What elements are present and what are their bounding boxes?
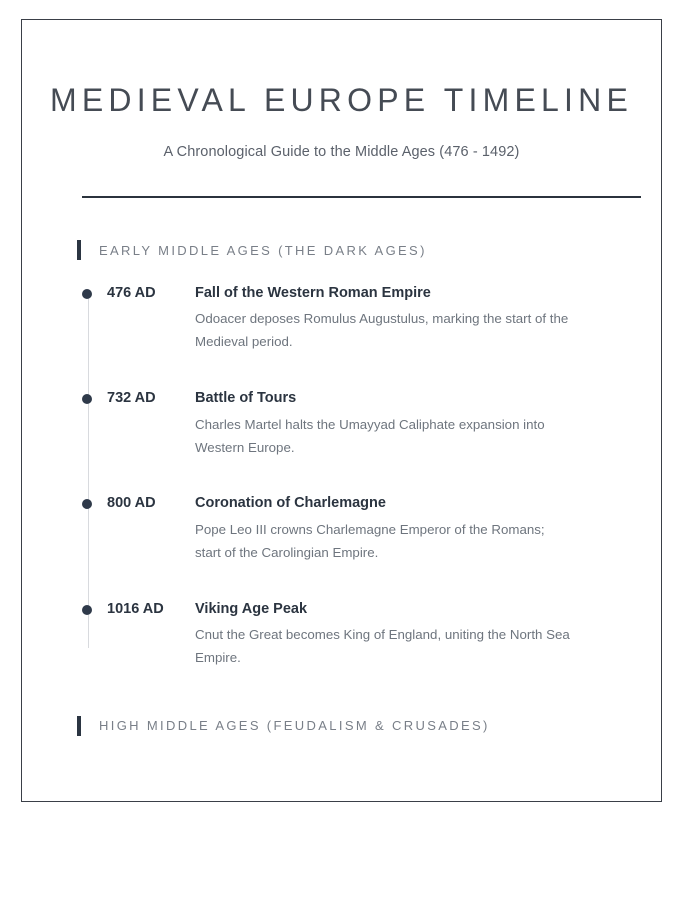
section-header (22, 716, 661, 736)
section-accent-bar (77, 716, 81, 736)
entry-description: Charles Martel halts the Umayyad Caliphate expansion into Western Europe. (195, 416, 545, 455)
section-label: EARLY MIDDLE AGES (THE DARK AGES) (99, 242, 427, 258)
document-content (22, 20, 661, 801)
entry-body (195, 387, 661, 459)
entry-body (195, 282, 661, 354)
entry-description: Cnut the Great becomes King of England, uniting the North Sea Empire. (195, 627, 570, 665)
document-page (21, 19, 662, 802)
section-high-middle-ages (22, 716, 661, 736)
entry-title: Viking Age Peak (195, 600, 308, 617)
timeline-list (22, 282, 661, 670)
entry-body (195, 598, 661, 670)
timeline-entry (77, 387, 661, 459)
timeline-dot-icon (82, 605, 92, 615)
section-early-middle-ages (22, 240, 661, 670)
entry-year: 476 AD (107, 285, 156, 301)
timeline-entry (77, 598, 661, 670)
entry-title: Battle of Tours (195, 390, 297, 407)
page-subtitle: A Chronological Guide to the Middle Ages (476 - 1492) (163, 144, 520, 160)
section-accent-bar (77, 240, 81, 260)
timeline-entry (77, 492, 661, 564)
section-label: HIGH MIDDLE AGES (FEUDALISM & CRUSADES) (99, 718, 490, 734)
entry-description: Pope Leo III crowns Charlemagne Emperor of the Romans; start of the Carolingian Empire. (195, 521, 545, 560)
entry-title: Coronation of Charlemagne (195, 495, 386, 512)
entry-description: Odoacer deposes Romulus Augustulus, marking the start of the Medieval period. (195, 311, 569, 350)
entry-year: 732 AD (107, 390, 156, 407)
section-header (22, 240, 661, 260)
timeline-entry (77, 282, 661, 354)
timeline-dot-icon (82, 289, 92, 299)
entry-year: 800 AD (107, 495, 156, 512)
page-title: MEDIEVAL EUROPE TIMELINE (50, 82, 633, 118)
entry-body (195, 492, 661, 564)
entry-title: Fall of the Western Roman Empire (195, 285, 431, 301)
title-divider (82, 196, 641, 198)
entry-year: 1016 AD (107, 600, 164, 617)
